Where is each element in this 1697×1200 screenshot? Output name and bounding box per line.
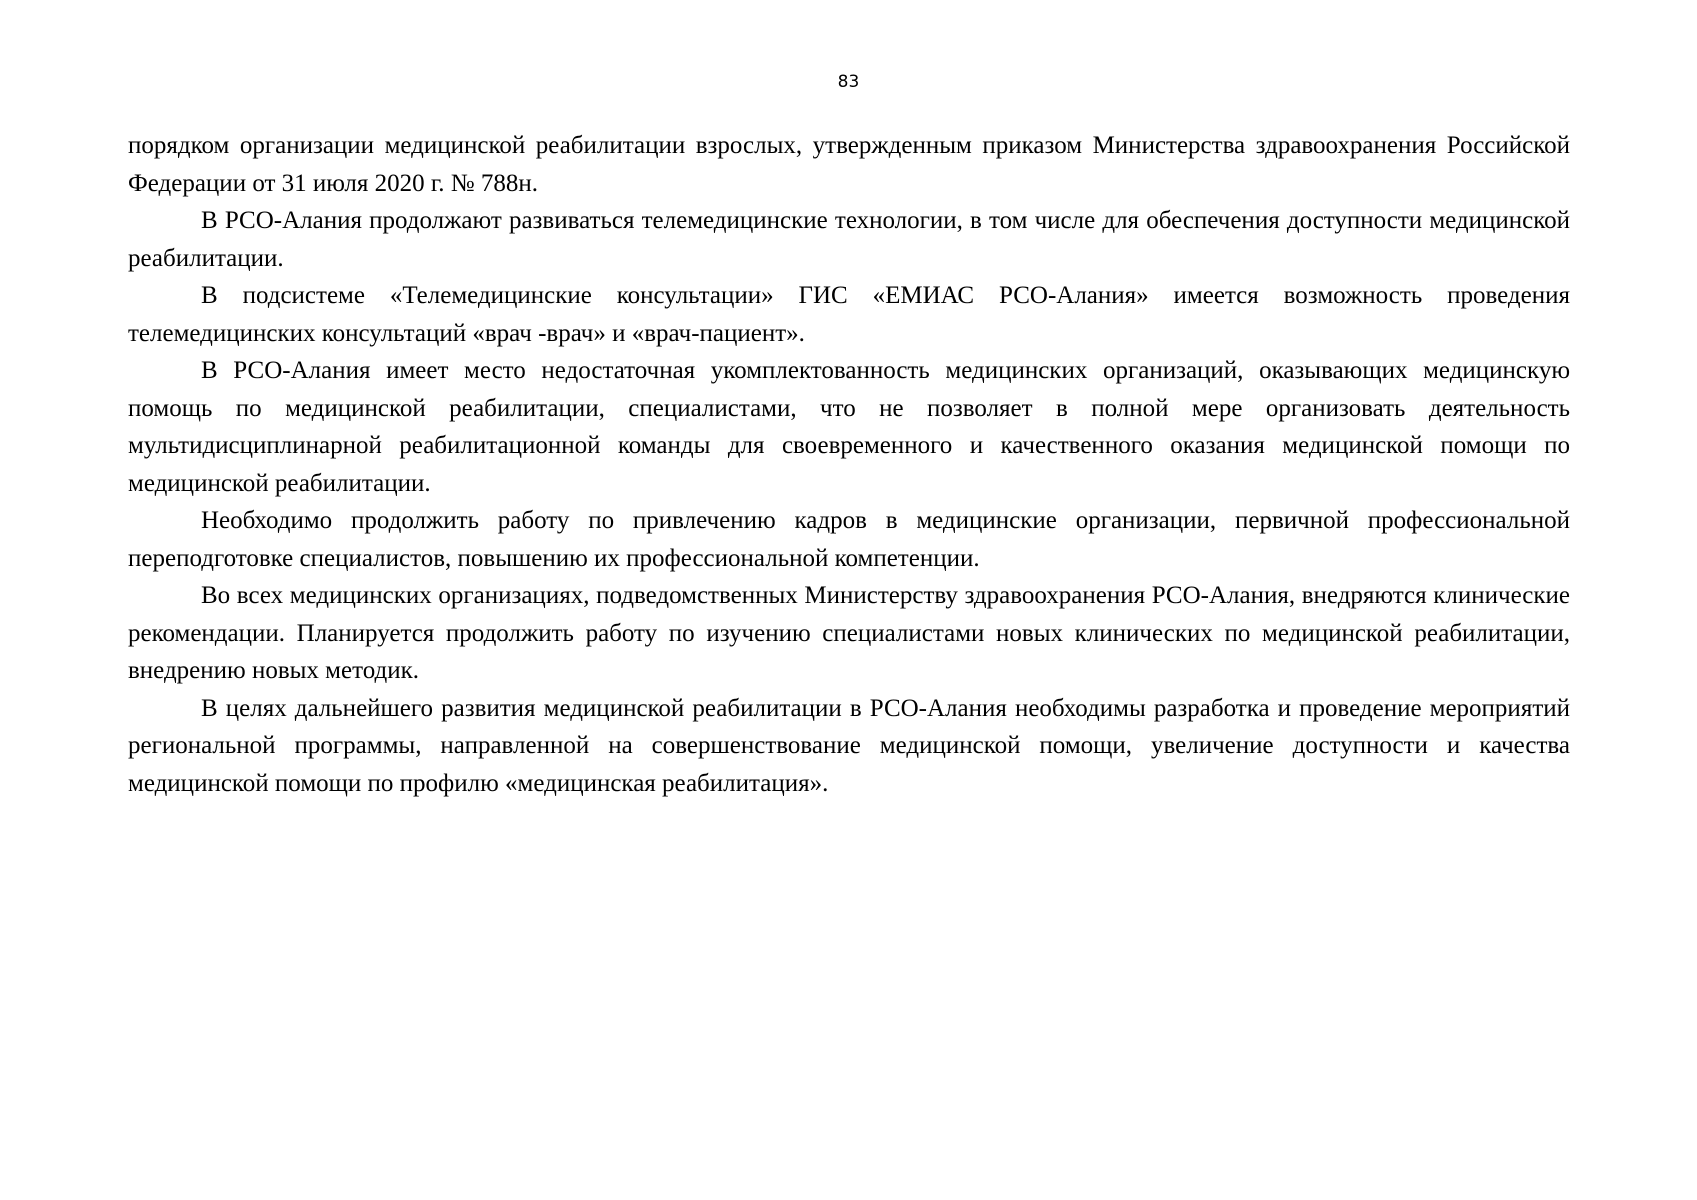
document-body: [128, 127, 1570, 802]
paragraph-recruitment: Необходимо продолжить работу по привлечению кадров в медицинские организации, первичной профессиональной переподготовке специалистов, повышению их профессиональной компетенции.: [128, 507, 1570, 572]
paragraph-clinical-guidelines: Во всех медицинских организациях, подведомственных Министерству здравоохранения РСО-Алания, внедряются клинические рекомендации. Планируется продолжить работу по изучению специалистами новых клинических по медицинской реабилитации, внедрению новых методик.: [128, 582, 1570, 684]
paragraph-regional-program: В целях дальнейшего развития медицинской реабилитации в РСО-Алания необходимы разработка и проведение мероприятий региональной программы, направленной на совершенствование медицинской помощи, увеличение доступности и качества медицинской помощи по профилю «медицинская реабилитация».: [128, 694, 1570, 797]
paragraph-telemedicine: В РСО-Алания продолжают развиваться телемедицинские технологии, в том числе для обеспечения доступности медицинской реабилитации.: [128, 207, 1570, 272]
paragraph-staffing-shortage: В РСО-Алания имеет место недостаточная укомплектованность медицинских организаций, оказывающих медицинскую помощь по медицинской реабилитации, специалистами, что не позволяет в полной мере организовать деятельность мультидисциплинарной реабилитационной команды для своевременного и качественного оказания медицинской помощи по медицинской реабилитации.: [128, 357, 1570, 497]
page-number: 83: [837, 72, 860, 92]
paragraph-continuation: порядком организации медицинской реабилитации взрослых, утвержденным приказом Министерства здравоохранения Российской Федерации от 31 июля 2020 г. № 788н.: [128, 132, 1570, 197]
paragraph-consultations-subsystem: В подсистеме «Телемедицинские консультации» ГИС «ЕМИАС РСО-Алания» имеется возможность проведения телемедицинских консультаций «врач -врач» и «врач-пациент».: [128, 282, 1570, 347]
